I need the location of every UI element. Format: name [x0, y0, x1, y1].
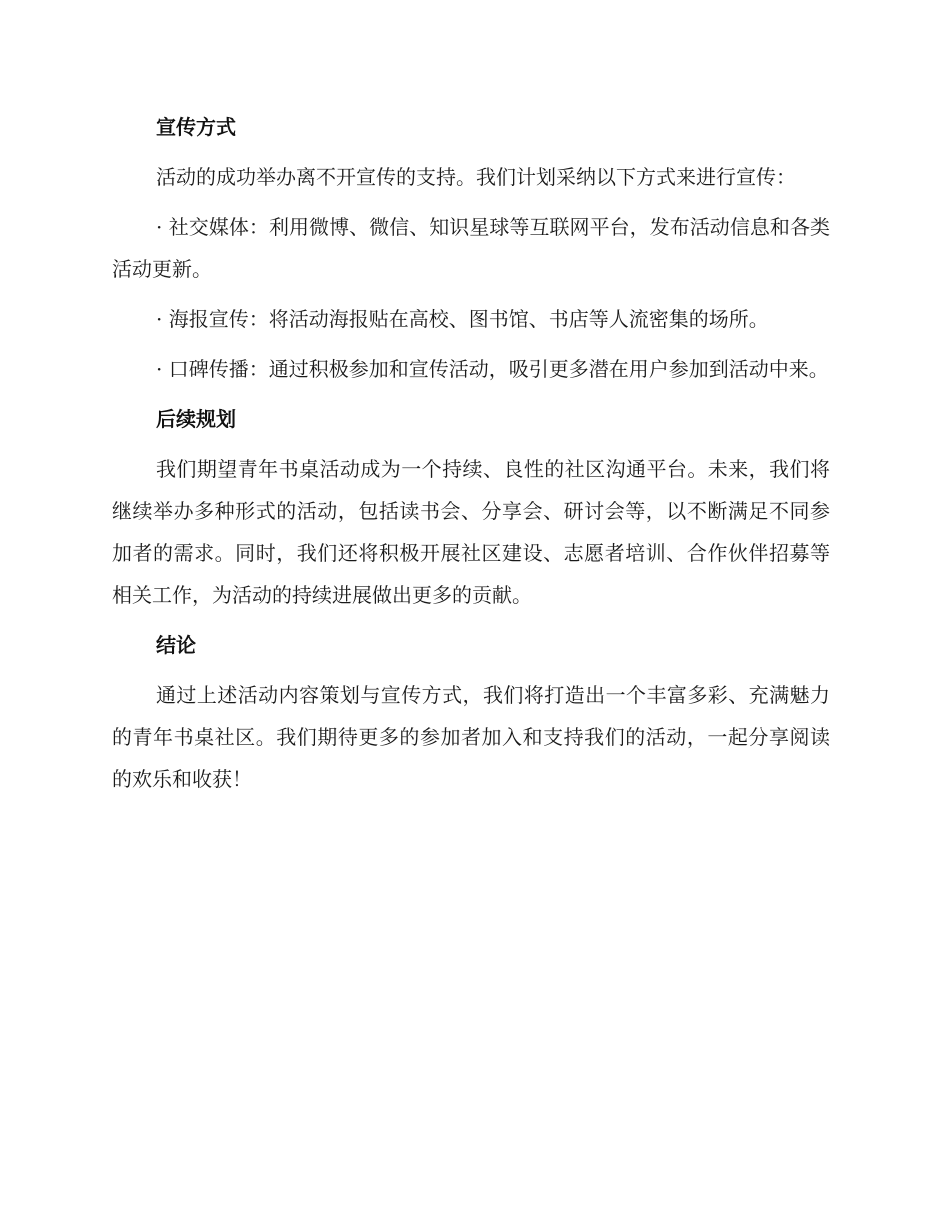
section-conclusion: [112, 624, 830, 800]
bullet-paragraph: · 海报宣传：将活动海报贴在高校、图书馆、书店等人流密集的场所。: [156, 307, 769, 331]
section-heading: 宣传方式: [156, 115, 236, 139]
paragraph: 活动的成功举办离不开宣传的支持。我们计划采纳以下方式来进行宣传：: [156, 165, 796, 189]
paragraph: 通过上述活动内容策划与宣传方式，我们将打造出一个丰富多彩、充满魅力的青年书桌社区。我们期待更多的参加者加入和支持我们的活动，一起分享阅读的欢乐和收获！: [112, 683, 830, 791]
section-future-plan: [112, 398, 830, 616]
document-page: [112, 106, 830, 808]
paragraph: 我们期望青年书桌活动成为一个持续、良性的社区沟通平台。未来，我们将继续举办多种形式的活动，包括读书会、分享会、研讨会等，以不断满足不同参加者的需求。同时，我们还将积极开展社区建设、志愿者培训、合作伙伴招募等相关工作，为活动的持续进展做出更多的贡献。: [112, 457, 830, 607]
section-heading: 后续规划: [156, 407, 236, 431]
section-promotion: [112, 106, 830, 390]
section-heading: 结论: [156, 633, 196, 657]
bullet-paragraph: · 社交媒体：利用微博、微信、知识星球等互联网平台，发布活动信息和各类活动更新。: [112, 215, 830, 281]
bullet-paragraph: · 口碑传播：通过积极参加和宣传活动，吸引更多潜在用户参加到活动中来。: [156, 357, 829, 381]
